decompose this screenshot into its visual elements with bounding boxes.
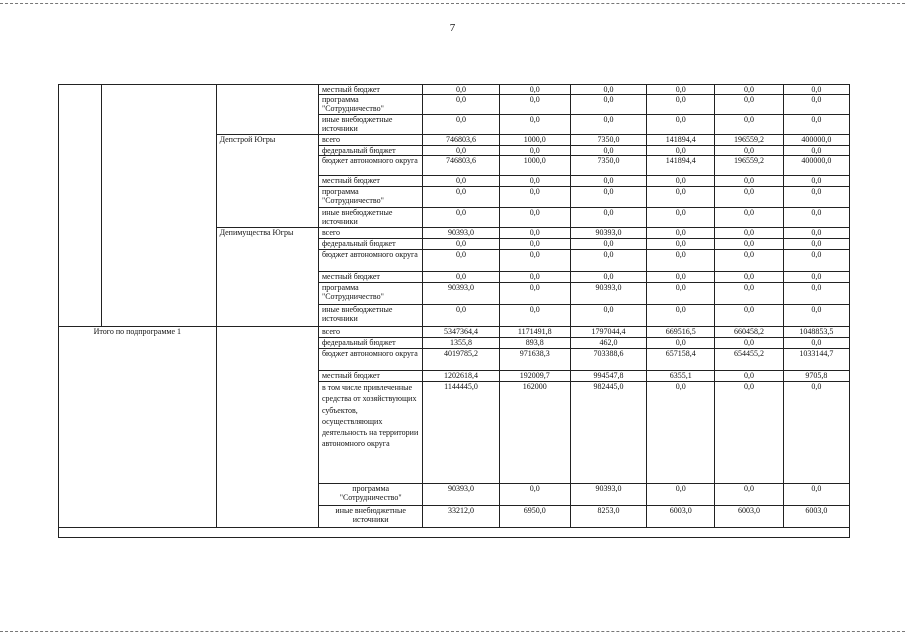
value-cell: 0,0 [783, 305, 849, 327]
value-cell: 196559,2 [715, 135, 783, 146]
value-cell: 0,0 [715, 305, 783, 327]
subprogram-total-label: Итого по подпрограмме 1 [59, 327, 217, 528]
value-cell: 0,0 [647, 305, 715, 327]
value-cell: 0,0 [715, 228, 783, 239]
row-label: программа "Сотрудничество" [318, 283, 422, 305]
value-cell: 0,0 [715, 382, 783, 484]
value-cell: 0,0 [715, 85, 783, 95]
value-cell: 1797044,4 [570, 327, 646, 338]
value-cell: 0,0 [570, 85, 646, 95]
value-cell: 669516,5 [647, 327, 715, 338]
value-cell: 0,0 [423, 176, 499, 187]
value-cell: 0,0 [499, 250, 570, 272]
value-cell: 746803,6 [423, 156, 499, 176]
value-cell: 90393,0 [423, 228, 499, 239]
empty-cell [59, 528, 850, 538]
value-cell: 0,0 [423, 305, 499, 327]
value-cell: 703388,6 [570, 349, 646, 371]
value-cell: 0,0 [499, 115, 570, 135]
value-cell: 0,0 [647, 283, 715, 305]
value-cell: 6003,0 [715, 506, 783, 528]
value-cell: 462,0 [570, 338, 646, 349]
value-cell: 0,0 [783, 382, 849, 484]
value-cell: 0,0 [499, 187, 570, 208]
row-label: программа "Сотрудничество" [318, 95, 422, 115]
value-cell: 0,0 [715, 176, 783, 187]
value-cell: 0,0 [647, 85, 715, 95]
value-cell: 0,0 [715, 146, 783, 156]
value-cell: 6950,0 [499, 506, 570, 528]
row-label: иные внебюджетные источники [318, 208, 422, 228]
table-row [59, 85, 850, 95]
value-cell: 0,0 [783, 146, 849, 156]
value-cell: 0,0 [423, 208, 499, 228]
row-label: местный бюджет [318, 176, 422, 187]
value-cell: 0,0 [647, 187, 715, 208]
value-cell: 400000,0 [783, 156, 849, 176]
col2-empty-cell [102, 85, 216, 327]
value-cell: 1202618,4 [423, 371, 499, 382]
row-label: местный бюджет [318, 371, 422, 382]
value-cell: 0,0 [647, 146, 715, 156]
value-cell: 0,0 [783, 208, 849, 228]
value-cell: 6003,0 [647, 506, 715, 528]
value-cell: 1033144,7 [783, 349, 849, 371]
value-cell: 0,0 [647, 239, 715, 250]
group-label-cell [216, 85, 318, 135]
row-label: всего [318, 327, 422, 338]
value-cell: 0,0 [570, 95, 646, 115]
table-row [59, 327, 850, 338]
value-cell: 9705,8 [783, 371, 849, 382]
value-cell: 0,0 [783, 239, 849, 250]
value-cell: 192009,7 [499, 371, 570, 382]
value-cell: 0,0 [499, 283, 570, 305]
value-cell: 654455,2 [715, 349, 783, 371]
value-cell: 400000,0 [783, 135, 849, 146]
row-label: местный бюджет [318, 85, 422, 95]
value-cell: 4019785,2 [423, 349, 499, 371]
value-cell: 0,0 [783, 250, 849, 272]
value-cell: 7350,0 [570, 135, 646, 146]
value-cell: 33212,0 [423, 506, 499, 528]
value-cell: 0,0 [423, 146, 499, 156]
value-cell: 893,8 [499, 338, 570, 349]
value-cell: 0,0 [715, 250, 783, 272]
page-number: 7 [449, 22, 456, 34]
value-cell: 0,0 [715, 115, 783, 135]
value-cell: 994547,8 [570, 371, 646, 382]
row-label: всего [318, 135, 422, 146]
value-cell: 90393,0 [570, 484, 646, 506]
row-label: в том числе привлеченные средства от хозяйствующих субъектов, осуществляющих деятельность на территории автономного округа [318, 382, 422, 484]
value-cell: 5347364,4 [423, 327, 499, 338]
value-cell: 0,0 [783, 85, 849, 95]
row-label: федеральный бюджет [318, 239, 422, 250]
value-cell: 0,0 [499, 239, 570, 250]
value-cell: 7350,0 [570, 156, 646, 176]
value-cell: 141894,4 [647, 135, 715, 146]
row-label: бюджет автономного округа [318, 156, 422, 176]
row-label: бюджет автономного округа [318, 349, 422, 371]
value-cell: 746803,6 [423, 135, 499, 146]
value-cell: 0,0 [570, 146, 646, 156]
value-cell: 0,0 [499, 95, 570, 115]
value-cell: 0,0 [647, 272, 715, 283]
value-cell: 657158,4 [647, 349, 715, 371]
value-cell: 0,0 [715, 95, 783, 115]
value-cell: 1355,8 [423, 338, 499, 349]
value-cell: 1048853,5 [783, 327, 849, 338]
value-cell: 0,0 [783, 95, 849, 115]
value-cell: 0,0 [783, 228, 849, 239]
value-cell: 0,0 [423, 85, 499, 95]
value-cell: 0,0 [715, 187, 783, 208]
value-cell: 0,0 [499, 85, 570, 95]
value-cell: 0,0 [783, 283, 849, 305]
value-cell: 0,0 [715, 239, 783, 250]
group-label-cell-empty [216, 327, 318, 528]
row-label: программа "Сотрудничество" [318, 484, 422, 506]
value-cell: 0,0 [423, 95, 499, 115]
value-cell: 0,0 [499, 176, 570, 187]
value-cell: 1171491,8 [499, 327, 570, 338]
row-label: иные внебюджетные источники [318, 305, 422, 327]
value-cell: 1000,0 [499, 135, 570, 146]
value-cell: 6003,0 [783, 506, 849, 528]
group-label-cell: Депстрой Югры [216, 135, 318, 228]
value-cell: 971638,3 [499, 349, 570, 371]
value-cell: 0,0 [570, 115, 646, 135]
row-label: федеральный бюджет [318, 338, 422, 349]
value-cell: 982445,0 [570, 382, 646, 484]
value-cell: 660458,2 [715, 327, 783, 338]
value-cell: 0,0 [570, 187, 646, 208]
bottom-border-line [0, 631, 905, 632]
value-cell: 0,0 [783, 176, 849, 187]
value-cell: 0,0 [715, 484, 783, 506]
value-cell: 0,0 [783, 115, 849, 135]
value-cell: 0,0 [647, 250, 715, 272]
value-cell: 1144445,0 [423, 382, 499, 484]
row-label: иные внебюджетные источники [318, 115, 422, 135]
budget-table [58, 84, 850, 538]
value-cell: 90393,0 [423, 484, 499, 506]
value-cell: 0,0 [499, 305, 570, 327]
value-cell: 0,0 [423, 115, 499, 135]
value-cell: 8253,0 [570, 506, 646, 528]
value-cell: 0,0 [570, 208, 646, 228]
value-cell: 0,0 [647, 95, 715, 115]
value-cell: 0,0 [570, 239, 646, 250]
value-cell: 0,0 [423, 250, 499, 272]
value-cell: 141894,4 [647, 156, 715, 176]
value-cell: 90393,0 [570, 228, 646, 239]
value-cell: 0,0 [715, 272, 783, 283]
value-cell: 6355,1 [647, 371, 715, 382]
value-cell: 0,0 [423, 272, 499, 283]
table-row-empty [59, 528, 850, 538]
row-label: местный бюджет [318, 272, 422, 283]
value-cell: 0,0 [647, 382, 715, 484]
value-cell: 0,0 [499, 272, 570, 283]
row-label: бюджет автономного округа [318, 250, 422, 272]
value-cell: 90393,0 [423, 283, 499, 305]
row-label: иные внебюджетные источники [318, 506, 422, 528]
value-cell: 0,0 [499, 228, 570, 239]
value-cell: 0,0 [647, 484, 715, 506]
row-label: федеральный бюджет [318, 146, 422, 156]
value-cell: 0,0 [499, 146, 570, 156]
value-cell: 0,0 [783, 484, 849, 506]
value-cell: 0,0 [647, 338, 715, 349]
value-cell: 0,0 [647, 228, 715, 239]
value-cell: 0,0 [715, 371, 783, 382]
value-cell: 162000 [499, 382, 570, 484]
row-label: всего [318, 228, 422, 239]
value-cell: 0,0 [570, 305, 646, 327]
value-cell: 0,0 [570, 272, 646, 283]
value-cell: 0,0 [715, 283, 783, 305]
row-label: программа "Сотрудничество" [318, 187, 422, 208]
value-cell: 0,0 [647, 176, 715, 187]
value-cell: 0,0 [715, 208, 783, 228]
top-border-line [0, 3, 905, 4]
group-label-cell: Депимущества Югры [216, 228, 318, 327]
value-cell: 1000,0 [499, 156, 570, 176]
value-cell: 0,0 [715, 338, 783, 349]
value-cell: 0,0 [423, 187, 499, 208]
value-cell: 90393,0 [570, 283, 646, 305]
col1-empty-cell [59, 85, 102, 327]
value-cell: 0,0 [783, 338, 849, 349]
value-cell: 0,0 [499, 208, 570, 228]
value-cell: 0,0 [647, 115, 715, 135]
value-cell: 0,0 [783, 187, 849, 208]
value-cell: 0,0 [499, 484, 570, 506]
value-cell: 0,0 [570, 176, 646, 187]
value-cell: 0,0 [570, 250, 646, 272]
value-cell: 0,0 [783, 272, 849, 283]
value-cell: 196559,2 [715, 156, 783, 176]
budget-table-container [58, 84, 850, 538]
value-cell: 0,0 [647, 208, 715, 228]
value-cell: 0,0 [423, 239, 499, 250]
